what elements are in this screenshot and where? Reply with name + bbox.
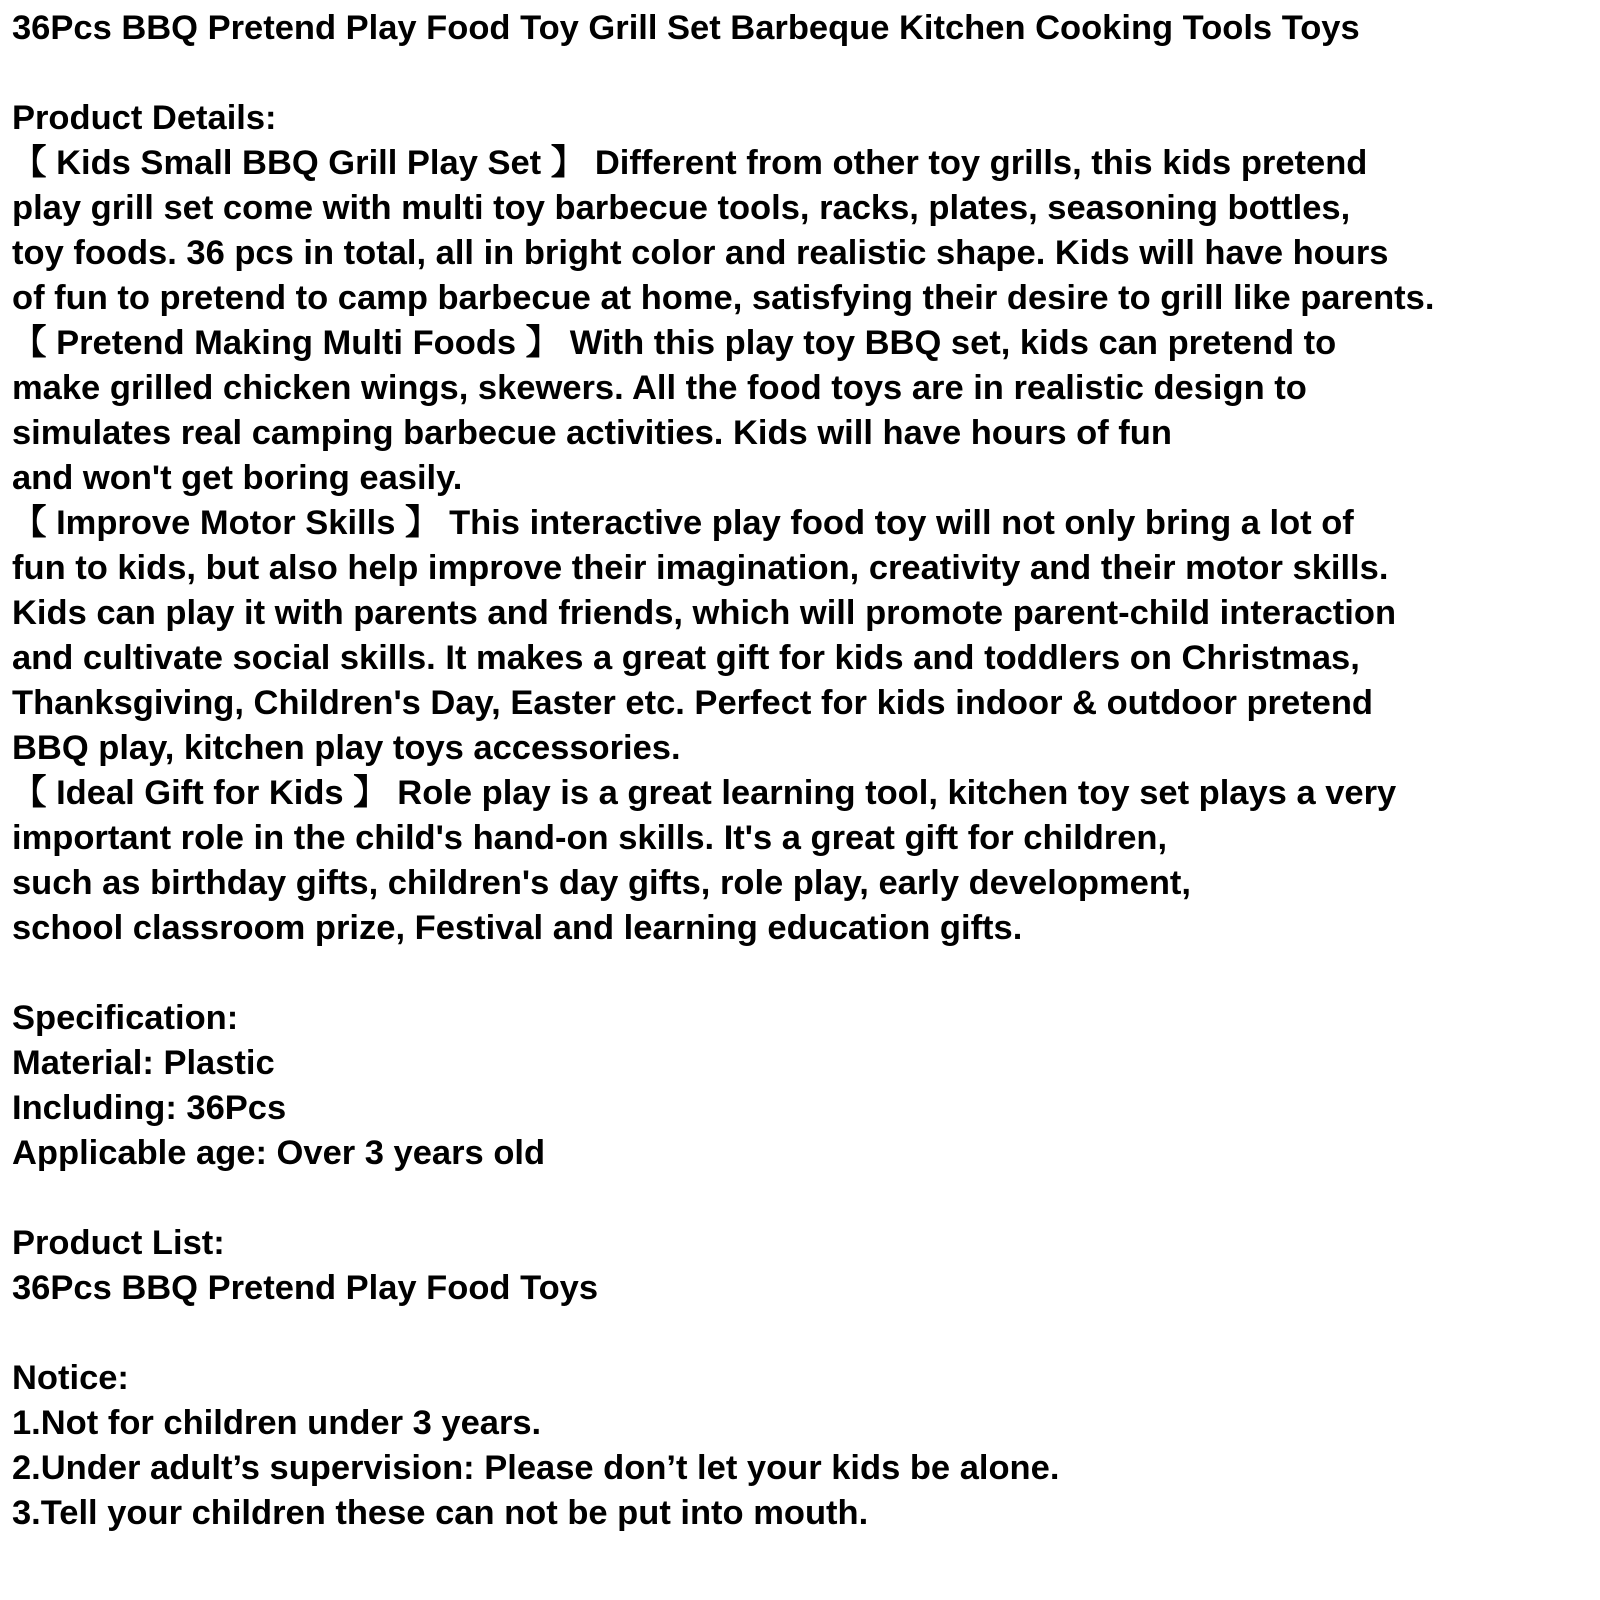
product-list-item: 36Pcs BBQ Pretend Play Food Toys [12,1269,599,1307]
product-title: 36Pcs BBQ Pretend Play Food Toy Grill Set Barbeque Kitchen Cooking Tools Toys [12,9,1360,47]
spacer [12,951,1592,996]
product-details-section [12,96,1592,951]
details-line: toy foods. 36 pcs in total, all in bright color and realistic shape. Kids will have hours [12,234,1389,272]
product-description-document [12,6,1592,1536]
details-line: 【 Ideal Gift for Kids 】 Role play is a great learning tool, kitchen toy set plays a very [12,774,1397,812]
details-line: 【 Pretend Making Multi Foods 】 With this play toy BBQ set, kids can pretend to [12,324,1337,362]
details-line: school classroom prize, Festival and learning education gifts. [12,909,1023,947]
notice-heading: Notice: [12,1359,129,1397]
notice-item: 2.Under adult’s supervision: Please don’t let your kids be alone. [12,1449,1060,1487]
notice-item: 3.Tell your children these can not be put into mouth. [12,1494,869,1532]
spec-including: Including: 36Pcs [12,1089,287,1127]
details-line: 【 Kids Small BBQ Grill Play Set 】 Different from other toy grills, this kids pretend [12,144,1368,182]
details-line: of fun to pretend to camp barbecue at home, satisfying their desire to grill like parents. [12,279,1435,317]
product-list-section [12,1221,1592,1311]
specification-section [12,996,1592,1176]
spacer [12,1176,1592,1221]
details-line: simulates real camping barbecue activities. Kids will have hours of fun [12,414,1172,452]
spec-material: Material: Plastic [12,1044,275,1082]
details-line: fun to kids, but also help improve their imagination, creativity and their motor skills. [12,549,1389,587]
product-list-heading: Product List: [12,1224,225,1262]
details-line: 【 Improve Motor Skills 】 This interactive play food toy will not only bring a lot of [12,504,1354,542]
spacer [12,51,1592,96]
details-line: BBQ play, kitchen play toys accessories. [12,729,681,767]
spacer [12,1311,1592,1356]
details-line: important role in the child's hand-on skills. It's a great gift for children, [12,819,1168,857]
product-details-heading: Product Details: [12,99,277,137]
details-line: and won't get boring easily. [12,459,463,497]
details-line: make grilled chicken wings, skewers. All the food toys are in realistic design to [12,369,1307,407]
spec-applicable-age: Applicable age: Over 3 years old [12,1134,546,1172]
notice-item: 1.Not for children under 3 years. [12,1404,542,1442]
details-line: such as birthday gifts, children's day gifts, role play, early development, [12,864,1191,902]
details-line: and cultivate social skills. It makes a great gift for kids and toddlers on Christmas, [12,639,1360,677]
details-line: Kids can play it with parents and friends, which will promote parent-child interaction [12,594,1397,632]
details-line: Thanksgiving, Children's Day, Easter etc. Perfect for kids indoor & outdoor pretend [12,684,1373,722]
specification-heading: Specification: [12,999,239,1037]
details-line: play grill set come with multi toy barbecue tools, racks, plates, seasoning bottles, [12,189,1351,227]
notice-section [12,1356,1592,1536]
